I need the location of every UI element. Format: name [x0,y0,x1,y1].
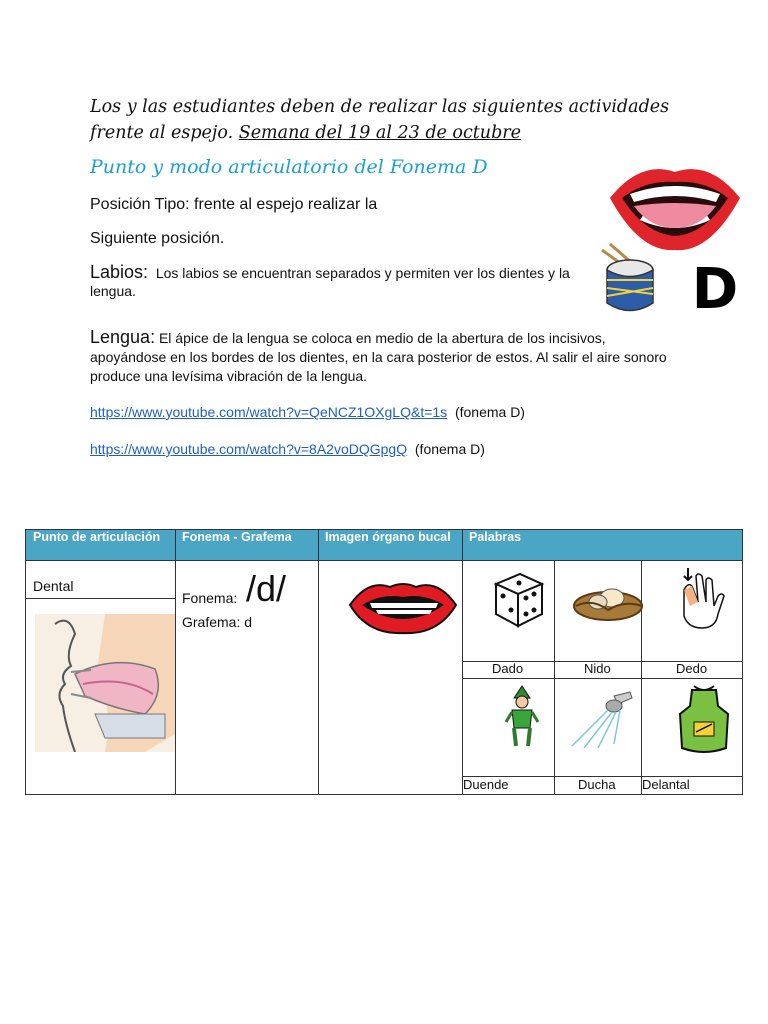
lips-illustration [348,577,458,635]
drum-icon [602,244,653,311]
intro-line-1: Los y las estudiantes deben de realizar las siguientes actividades [90,97,670,117]
dice-icon [490,568,546,630]
labios-label: Labios: [90,262,149,282]
shower-icon [570,690,640,750]
elf-icon [504,684,540,750]
link-note-1: (fonema D) [454,404,525,420]
header-punto: Punto de articulación [33,530,161,544]
link-note-2: (fonema D) [414,441,485,457]
open-mouth-icon [610,169,740,250]
word-nido: Nido [584,661,611,676]
intro-line-2-plain: frente al espejo. [90,123,239,143]
youtube-link-1[interactable]: https://www.youtube.com/watch?v=QeNCZ1OXgLQ&t=1s [90,404,448,420]
labios-paragraph [90,263,595,300]
col-divider [175,530,176,794]
lengua-paragraph [90,328,680,386]
fonema-value: /d/ [246,568,287,609]
word-delantal: Delantal [642,777,690,792]
link-row-1 [90,404,525,420]
col-divider [554,560,555,794]
mouth-drum-illustration [600,158,748,323]
lengua-text: El ápice de la lengua se coloca en medio de la abertura de los incisivos, apoyándose en los bordes de los dientes, en la cara posterior de estos. Al salir el aire sonoro produce una levísima vibración de la lengua. [90,330,667,384]
col-divider [462,530,463,794]
link-row-2 [90,441,485,457]
phoneme-table [25,529,743,795]
header-imagen: Imagen órgano bucal [325,530,451,544]
dental-profile-illustration [35,614,175,752]
lengua-label: Lengua: [90,327,156,347]
apron-icon [678,684,730,756]
word-dado: Dado [492,661,524,676]
word-ducha: Ducha [578,777,616,792]
youtube-link-2[interactable]: https://www.youtube.com/watch?v=8A2voDQGpgQ [90,441,408,457]
labios-text: Los labios se encuentran separados y permiten ver los dientes y la lengua. [90,265,570,299]
finger-icon [672,566,730,632]
posicion-line-1: Posición Tipo: frente al espejo realizar la [90,196,378,213]
nest-icon [572,580,644,624]
word-duende: Duende [463,777,509,792]
col-divider [318,530,319,794]
row-divider [26,560,742,561]
punto-value: Dental [33,578,74,594]
fonema-label: Fonema: [182,590,238,606]
grafema-value: Grafema: d [182,614,253,630]
row-divider [462,678,742,679]
word-dedo: Dedo [676,661,708,676]
posicion-line-2: Siguiente posición. [90,230,225,247]
week-range: Semana del 19 al 23 de octubre [238,123,522,143]
header-fonema: Fonema - Grafema [182,530,292,544]
big-letter-d: D [691,257,739,322]
header-palabras: Palabras [469,530,522,544]
intro-paragraph [90,94,680,146]
intro-line-2 [90,120,680,146]
row-divider [26,598,175,599]
table-header [26,530,742,560]
section-title: Punto y modo articulatorio del Fonema D [90,156,488,178]
